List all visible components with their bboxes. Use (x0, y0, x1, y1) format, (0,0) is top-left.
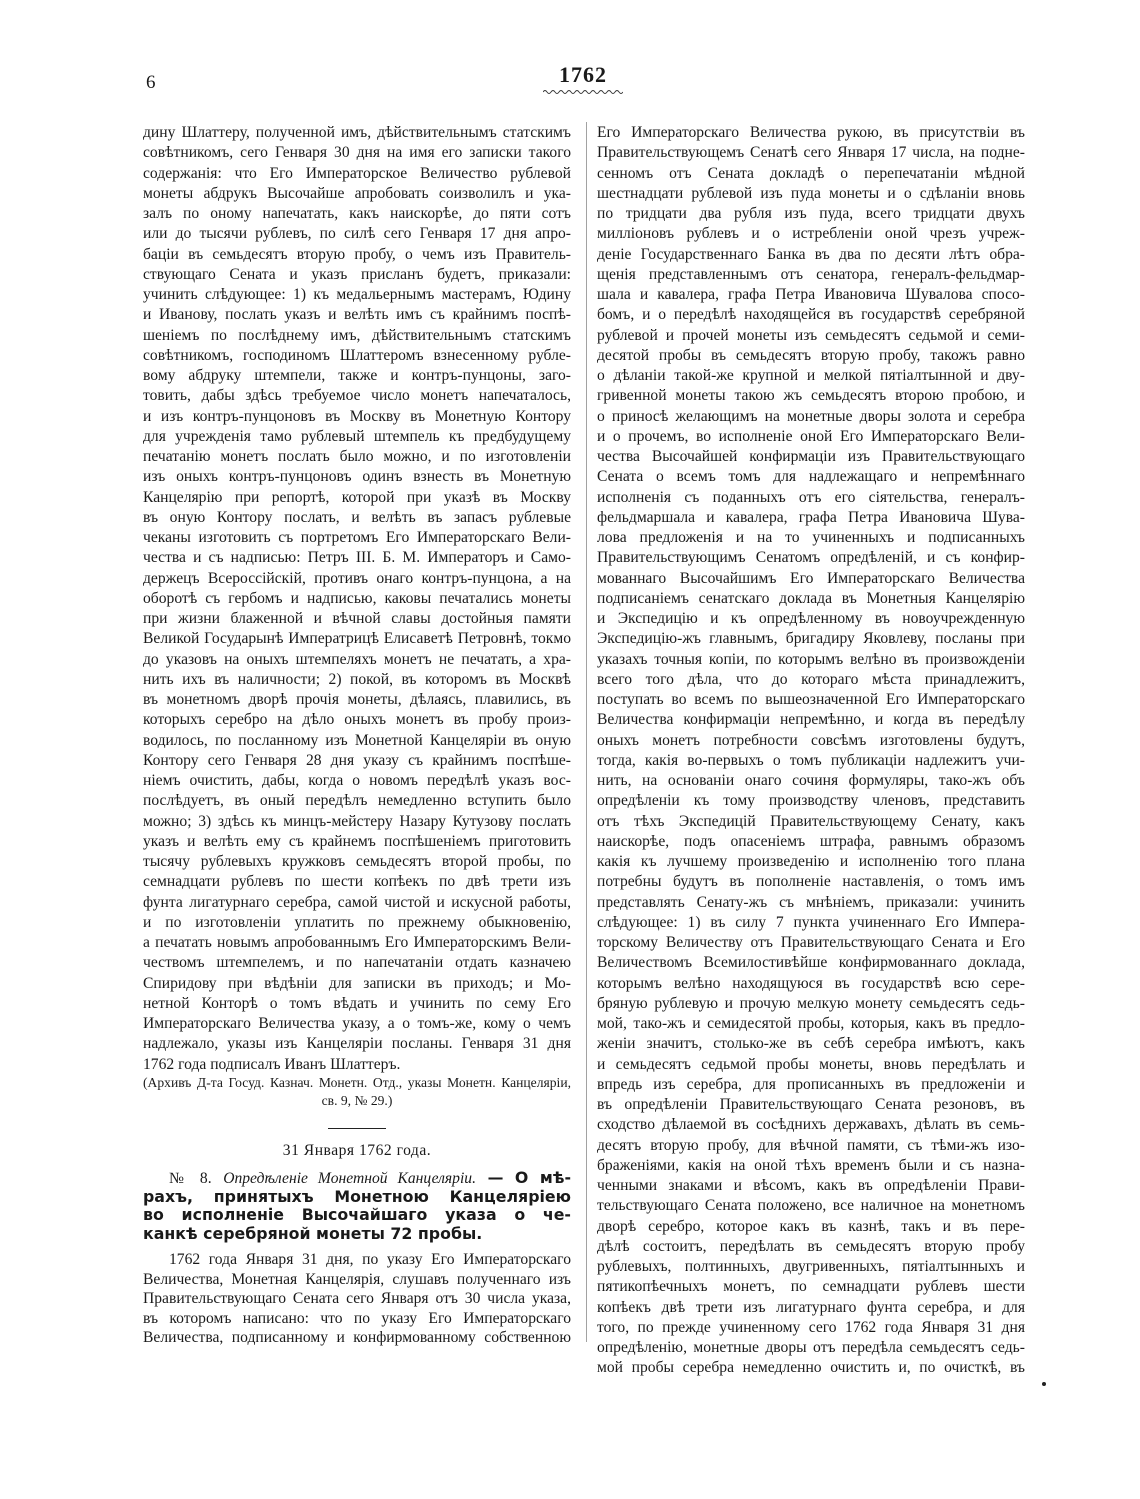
document-title-line (143, 1169, 571, 1188)
text-line: сходство дѣлаемой въ сосѣднихъ державахъ, дѣлать въ семь- (597, 1116, 1025, 1134)
text-line: отъ тѣхъ Экспедицій Правительствующему Сенату, какъ (597, 812, 1025, 830)
text-line: Правительствующимъ Сенатомъ опредѣленій, и съ конфир- (597, 549, 1025, 567)
text-line: можно; 3) здѣсь къ минцъ-мейстеру Назару Кутузову послать (143, 812, 571, 830)
left-column (143, 123, 571, 1075)
text-line: по тридцати два рубля изъ пуда, всего тридцати двухъ (597, 205, 1025, 222)
text-line: бомъ, и о передѣлѣ находящейся въ государствѣ серебряной (597, 306, 1025, 324)
text-line: о дѣланіи такой-же крупной и мелкой пятіалтынной и дву- (597, 367, 1025, 384)
text-line: Контору сего Генваря 28 дня указу съ крайнимъ поспѣше- (143, 751, 571, 769)
text-line: Сената о всемъ томъ для надлежащаго и непремѣннаго (597, 468, 1025, 486)
text-line: Великой Государынѣ Императрицѣ Елисаветѣ Петровнѣ, токмо (143, 630, 571, 648)
text-line: чества и съ надписью: Петръ III. Б. М. Императоръ и Само- (143, 549, 571, 567)
text-line: семнадцати рублевъ по шести копѣекъ по двѣ трети изъ (143, 873, 571, 891)
date-heading: 31 Января 1762 года. (282, 1142, 432, 1159)
text-line: исполненія съ поданныхъ отъ его сіятельства, генералъ- (597, 488, 1025, 506)
text-line: Спиридову при вѣдѣніи для записки въ приходъ; и Мо- (143, 974, 571, 992)
text-line: гривенной монеты такою жъ семьдесятъ второю пробою, и (597, 387, 1025, 405)
text-line: указъ и велѣть ему съ крайнемъ поспѣшеніемъ приготовить (143, 832, 571, 850)
text-line: Величества конфирмаціи непремѣнно, и когда въ передѣлу (597, 711, 1025, 729)
document-title-line: рахъ, принятыхъ Монетною Канцеляріею (143, 1186, 571, 1206)
text-line: чества Высочайшей конфирмаціи изъ Правительствующаго (597, 448, 1025, 465)
text-line: до указовъ на оныхъ штемпеляхъ монетъ не печатать, а хра- (143, 650, 571, 668)
text-line: шала и кавалера, графа Петра Ивановича Шувалова спосо- (597, 286, 1025, 303)
text-line: поступать во всемъ по вышеозначенной Его Императорскаго (597, 691, 1025, 708)
text-line: того, по прежде учиненному сего 1762 года Января 31 дня (597, 1318, 1025, 1336)
text-line: сенномъ отъ Сената докладѣ о перепечатаніи мѣдной (597, 164, 1025, 182)
text-line: оборотѣ съ гербомъ и надписью, каковы печатались монеты (143, 589, 571, 607)
text-line: 1762 года подписалъ Иванъ Шлаттеръ. (143, 1055, 401, 1073)
text-line: фунта лигатурнаго серебра, самой чистой и искусной работы, (143, 893, 571, 911)
document-title-line: во исполненіе Высочайшаго указа о че- (143, 1205, 571, 1224)
text-line: печатанію монетъ послать было можно, и по изготовленіи (143, 448, 571, 465)
text-line: совѣтникомъ, господиномъ Шлаттеромъ взнесенному рубле- (143, 346, 571, 364)
text-line: и изъ контръ-пунцоновъ въ Москву въ Монетную Контору (143, 407, 571, 425)
text-line: о приносѣ желающимъ на монетные дворы золота и серебра (597, 407, 1025, 425)
text-line: лова предложенія и на то учиненныхъ и подписанныхъ (597, 529, 1025, 546)
text-line: которыхъ серебро на дѣло оныхъ монетъ въ пробу произ- (143, 711, 571, 729)
text-line: мой, тако-жъ и семидесятой пробы, которыя, какъ въ предло- (597, 1015, 1025, 1032)
text-line: чеканы изготовить съ портретомъ Его Императорскаго Вели- (143, 529, 571, 546)
text-line: водилось, по посланному изъ Монетной Канцеляріи въ оную (143, 731, 571, 749)
text-line: пятикопѣечныхъ монетъ, по семнадцати рублевъ шести (597, 1278, 1025, 1296)
text-line: дѣлѣ состоитъ, передѣлать въ семьдесятъ вторую пробу (597, 1237, 1025, 1255)
text-line: ченными знаками и вѣсомъ, какъ въ опредѣленіи Прави- (597, 1177, 1025, 1194)
text-line: изъ оныхъ контръ-пунцоновъ одинъ взнесть въ Монетную (143, 468, 571, 486)
text-line: залъ по оному напечатать, какъ наискорѣе, до пяти сотъ (143, 205, 571, 222)
text-line: опредѣленію, монетные дворы отъ передѣла семьдесятъ седь- (597, 1339, 1025, 1356)
text-line: баціи въ семьдесятъ вторую пробу, о чемъ изъ Правитель- (143, 245, 571, 263)
text-line: вому абдруку штемпели, также и контръ-пунцоны, заго- (143, 367, 571, 384)
text-line: опредѣленіи къ тому производству членовъ, представить (597, 792, 1025, 810)
text-line: при жизни блаженной и вѣчной славы достойныя памяти (143, 610, 571, 627)
text-line: Канцелярію при репортѣ, которой при указѣ въ Москву (143, 488, 571, 506)
text-line: Его Императорскаго Величества рукою, въ присутствіи въ (597, 124, 1025, 141)
text-line: товить, дабы здѣсь требуемое число монетъ напечаталось, (143, 387, 571, 405)
text-line: нить, на основаніи онаго сочиня формуляры, тако-жъ объ (597, 772, 1025, 789)
text-line: наискорѣе, подъ опасеніемъ штрафа, равнымъ образомъ (597, 832, 1025, 850)
text-line: въ опредѣленіи Правительствующаго Сената резоновъ, въ (597, 1096, 1025, 1113)
text-line: 1762 года Января 31 дня, по указу Его Императорскаго (169, 1251, 571, 1268)
text-line: впредь изъ серебра, для прописанныхъ въ предложеніи и (597, 1075, 1025, 1093)
document-body (143, 1250, 571, 1348)
column-divider (586, 122, 587, 1342)
text-line: тогда, какія во-первыхъ о томъ публикаціи надлежитъ учи- (597, 751, 1025, 769)
text-line: шеніемъ по послѣднему имъ, дѣйствительнымъ статскимъ (143, 326, 571, 344)
text-line: держецъ Всероссійскій, противъ онаго контръ-пунцона, а на (143, 569, 571, 587)
text-line: и Экспедицію и къ опредѣленному въ новоучрежденную (597, 610, 1025, 627)
text-line: нетной Конторѣ о томъ вѣдать и учинить по сему Его (143, 994, 571, 1012)
text-line: послѣдуетъ, въ оный передѣлъ немедленно вступить было (143, 792, 571, 810)
text-line: для учрежденія тамо рублевый штемпель къ предбудущему (143, 427, 571, 445)
text-line: оныхъ монетъ потребности совсѣмъ изготовлены будутъ, (597, 731, 1025, 749)
text-line: указахъ точныя копіи, по которымъ велѣно въ произвожденіи (597, 650, 1025, 668)
right-column (597, 123, 1025, 1379)
text-line: Экспедицію-жъ главнымъ, бригадиру Яковлеву, посланы при (597, 630, 1025, 648)
document-number: № 8. (169, 1170, 212, 1187)
document-title-line: канкѣ серебряной монеты 72 пробы. (143, 1223, 483, 1243)
text-line: и по изготовленіи уплатить по прежнему обыкновенію, (143, 913, 571, 931)
text-line: монеты абдрукъ Высочайше апробовать соизволилъ и ука- (143, 184, 571, 202)
section-divider (328, 1128, 386, 1129)
text-line: а печатать новымъ апробованнымъ Его Императорскимъ Вели- (143, 934, 571, 951)
text-line: бряную рублевую и прочую мелкую монету семьдесятъ седь- (597, 994, 1025, 1012)
text-line: Правительствующаго Сената сего Января отъ 30 числа указа, (143, 1290, 571, 1308)
archive-citation-line: (Архивъ Д-та Госуд. Казнач. Монетн. Отд., указы Монетн. Канцеляріи, (143, 1075, 571, 1090)
text-line: мой пробы серебра немедленно очистить и, по очисткѣ, въ (597, 1359, 1025, 1377)
text-line: женіи значитъ, столько-же въ себѣ серебра имѣютъ, какъ (597, 1035, 1025, 1053)
document-8-section (143, 1074, 571, 1348)
text-line: фельдмаршала и кавалера, графа Петра Ивановича Шува- (597, 508, 1025, 526)
text-line: учинить слѣдующее: 1) къ медальернымъ мастерамъ, Юдину (143, 286, 571, 303)
text-line: дину Шлаттеру, полученной имъ, дѣйствительнымъ статскимъ (143, 124, 571, 141)
text-line: которымъ велѣно находящуюся въ государствѣ всю сере- (597, 974, 1025, 992)
text-line: представлять Сенату-жъ съ мнѣніемъ, приказали: учинить (597, 893, 1025, 911)
text-line: шестнадцати рублевой изъ пуда монеты и о сдѣланіи вновь (597, 184, 1025, 202)
page-number: 6 (146, 72, 156, 93)
text-line: подписаніемъ сенатскаго доклада въ Монетныя Канцелярію (597, 589, 1025, 607)
text-line: слѣдующее: 1) въ силу 7 пункта учиненнаго Его Импера- (597, 913, 1025, 931)
text-line: Императорскаго Величества указу, а о томъ-же, кому о чемъ (143, 1015, 571, 1032)
text-line: ствующаго Сената и указъ присланъ будетъ, приказали: (143, 265, 571, 283)
text-line: Величества, Монетная Канцелярія, слушавъ полученнаго изъ (143, 1270, 571, 1288)
text-line: Величества, подписанному и конфирмованному собственною (143, 1329, 571, 1347)
running-header-year: 1762 (559, 62, 607, 87)
document-type: Опредѣленіе Монетной Канцеляріи. (223, 1170, 476, 1187)
text-line: деніе Государственнаго Банка въ два по десяти лѣтъ обра- (597, 245, 1025, 263)
text-line: копѣекъ двѣ трети изъ лигатурнаго фунта серебра, и для (597, 1298, 1025, 1316)
text-line: милліоновъ рублевъ и о истребленіи оной чрезъ учреж- (597, 225, 1025, 243)
document-title-start: — О мѣ- (487, 1168, 572, 1187)
text-line: въ которомъ написано: что по указу Его Императорскаго (143, 1309, 571, 1327)
text-line: или до тысячи рублевъ, по силѣ сего Генваря 17 дня апро- (143, 225, 571, 243)
text-line: тельствующаго Сената положено, все наличное на монетномъ (597, 1197, 1025, 1215)
wavy-underline-ornament (543, 89, 623, 95)
text-line: нить ихъ въ наличности; 2) покой, въ которомъ въ Москвѣ (143, 670, 571, 688)
text-line: и о прочемъ, во исполненіе оной Его Императорскаго Вели- (597, 427, 1025, 445)
text-line: ніемъ очистить, дабы, когда о новомъ передѣлѣ указъ вос- (143, 772, 571, 789)
text-line: чествомъ штемпелемъ, и по напечатаніи отдать казначею (143, 954, 571, 972)
text-line: потребны будутъ въ пополненіе наставленія, о томъ имъ (597, 873, 1025, 891)
text-line: торскому Величеству отъ Правительствующаго Сената и Его (597, 934, 1025, 951)
text-line: десятъ вторую пробу, для вѣчной памяти, съ тѣми-жъ изо- (597, 1136, 1025, 1154)
text-line: какія къ лучшему произведенію и исполненію того плана (597, 853, 1025, 870)
text-line: десятой пробы въ семьдесятъ вторую пробу, такожъ равно (597, 346, 1025, 364)
text-line: содержанія: что Его Императорское Величество рублевой (143, 164, 571, 182)
text-line: Правительствующемъ Сенатѣ сего Января 17 числа, на подне- (597, 144, 1025, 162)
text-line: совѣтникомъ, сего Генваря 30 дня на имя его записки такого (143, 144, 571, 162)
text-line: надлежало, указы изъ Канцеляріи посланы. Генваря 31 дня (143, 1035, 571, 1053)
scan-speck (1042, 1382, 1046, 1386)
text-line: мованнаго Высочайшимъ Его Императорскаго Величества (597, 569, 1025, 587)
text-line: Величествомъ Всемилостивѣйше конфирмованнаго доклада, (597, 954, 1025, 972)
archive-citation-line: св. 9, № 29.) (321, 1093, 393, 1108)
text-line: браженіями, какія на оной тѣхъ временъ были и съ назна- (597, 1156, 1025, 1174)
text-line: щенія представленнымъ отъ сенатора, генералъ-фельдмар- (597, 265, 1025, 283)
text-line: дворѣ серебро, которое какъ въ казнѣ, такъ и въ пере- (597, 1217, 1025, 1235)
text-line: рублевыхъ, полтинныхъ, двугривенныхъ, пятіалтынныхъ и (597, 1258, 1025, 1275)
text-line: и семьдесятъ седьмой пробы монеты, вновь передѣлать и (597, 1055, 1025, 1073)
text-line: въ монетномъ дворѣ прочія монеты, дѣлаясь, плавились, въ (143, 691, 571, 708)
text-line: рублевой и прочей монеты изъ семьдесятъ седьмой и семи- (597, 326, 1025, 344)
text-line: и Иванову, послать указъ и велѣть имъ съ крайнимъ поспѣ- (143, 306, 571, 324)
text-line: всего того дѣла, что до котораго мѣста принадлежитъ, (597, 670, 1025, 688)
text-line: тысячу рублевыхъ кружковъ семьдесятъ второй пробы, по (143, 853, 571, 870)
text-line: въ оную Контору послать, и велѣть въ запасъ рублевые (143, 508, 571, 526)
